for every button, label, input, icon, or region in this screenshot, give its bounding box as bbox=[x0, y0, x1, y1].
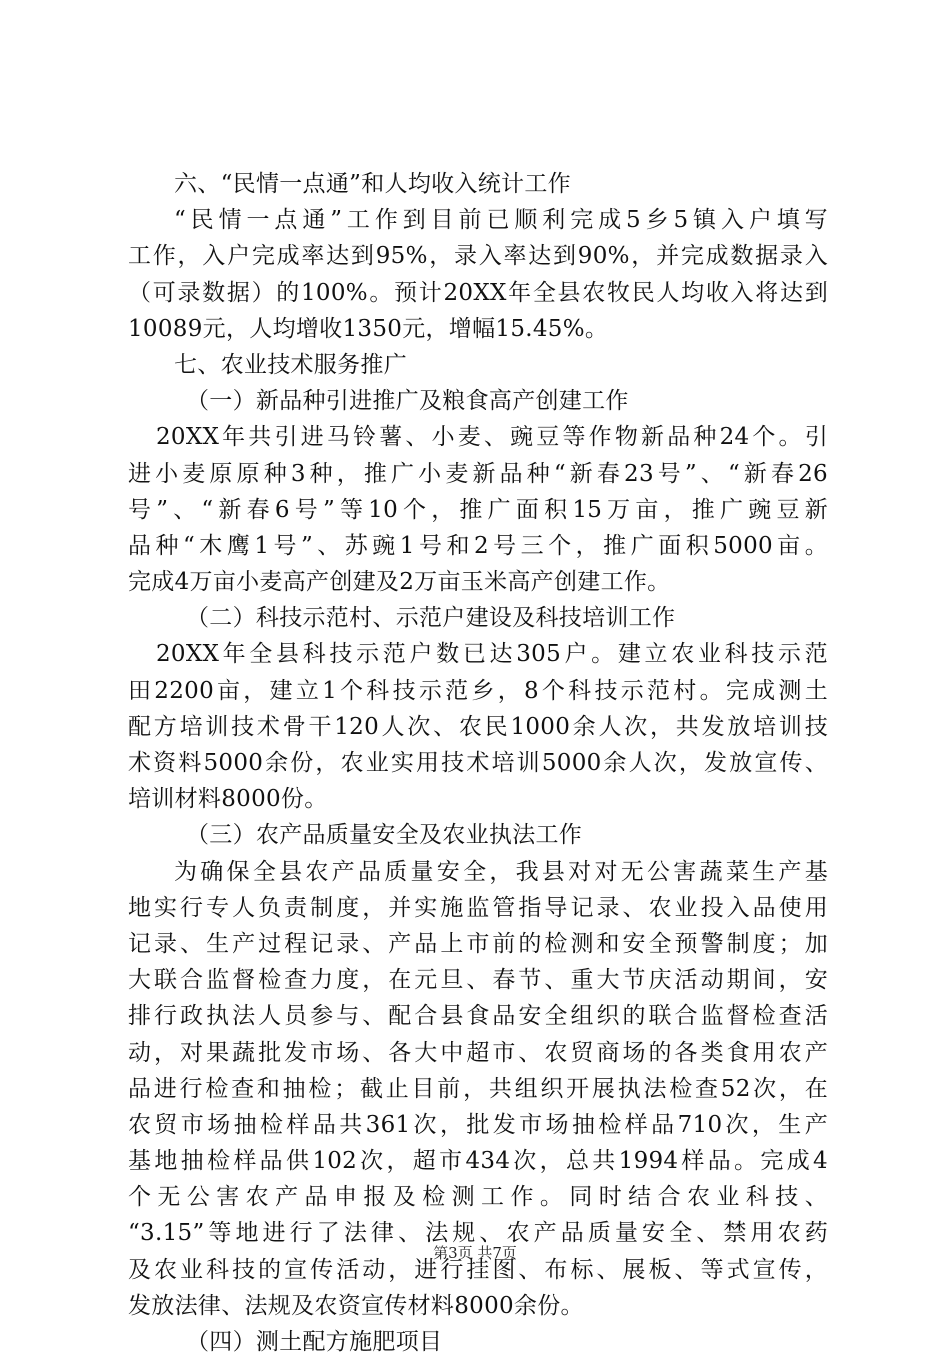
paragraph-line: “3.15”等地进行了法律、法规、农产品质量安全、禁用农药 bbox=[128, 1220, 828, 1247]
paragraph-line: 工作，入户完成率达到95%，录入率达到90%，并完成数据录入 bbox=[128, 243, 828, 270]
subsection-heading-4: （四）测土配方施肥项目 bbox=[186, 1329, 443, 1355]
paragraph-line: 完成4万亩小麦高产创建及2万亩玉米高产创建工作。 bbox=[128, 569, 671, 596]
paragraph-line: 术资料5000余份，农业实用技术培训5000余人次，发放宣传、 bbox=[128, 750, 828, 776]
paragraph-line: 基地抽检样品供102次，超市434次，总共1994样品。完成4 bbox=[128, 1148, 828, 1175]
paragraph-line: 品种“木鹰1号”、苏豌1号和2号三个，推广面积5000亩。 bbox=[128, 532, 828, 559]
paragraph-line: 配方培训技术骨干120人次、农民1000余人次，共发放培训技 bbox=[128, 713, 828, 740]
paragraph-line: 号”、“新春6号”等10个，推广面积15万亩，推广豌豆新 bbox=[128, 496, 828, 523]
paragraph-line: 排行政执法人员参与、配合县食品安全组织的联合监督检查活 bbox=[128, 1003, 828, 1030]
page-footer: 第3页 共7页 bbox=[433, 1244, 517, 1262]
subsection-heading-2: （二）科技示范村、示范户建设及科技培训工作 bbox=[186, 605, 676, 632]
paragraph-line: 大联合监督检查力度，在元旦、春节、重大节庆活动期间，安 bbox=[128, 967, 828, 994]
paragraph-line: 发放法律、法规及农资宣传材料8000余份。 bbox=[128, 1292, 584, 1319]
paragraph-line: 动，对果蔬批发市场、各大中超市、农贸商场的各类食用农产 bbox=[128, 1039, 828, 1066]
paragraph-line: 为确保全县农产品质量安全，我县对对无公害蔬菜生产基 bbox=[174, 858, 828, 885]
document-body bbox=[128, 166, 828, 1360]
paragraph-line: 地实行专人负责制度，并实施监管指导记录、农业投入品使用 bbox=[128, 894, 828, 921]
paragraph-line: 田2200亩，建立1个科技示范乡，8个科技示范村。完成测土 bbox=[128, 677, 828, 704]
paragraph-line: （可录数据）的100%。预计20XX年全县农牧民人均收入将达到 bbox=[128, 279, 828, 306]
section-heading-6: 六、“民情一点通”和人均收入统计工作 bbox=[174, 171, 571, 197]
paragraph-line: 个无公害农产品申报及检测工作。同时结合农业科技、 bbox=[128, 1184, 828, 1211]
subsection-heading-1: （一）新品种引进推广及粮食高产创建工作 bbox=[186, 388, 629, 415]
paragraph-line: 农贸市场抽检样品共361次，批发市场抽检样品710次，生产 bbox=[128, 1111, 828, 1138]
paragraph-line: 品进行检查和抽检；截止目前，共组织开展执法检查52次，在 bbox=[128, 1075, 828, 1102]
subsection-heading-3: （三）农产品质量安全及农业执法工作 bbox=[186, 822, 583, 849]
paragraph-line: 20XX年全县科技示范户数已达305户。建立农业科技示范 bbox=[156, 641, 828, 668]
section-heading-7: 七、农业技术服务推广 bbox=[174, 351, 407, 378]
paragraph-line: 培训材料8000份。 bbox=[128, 786, 328, 813]
paragraph-line: 进小麦原原种3种，推广小麦新品种“新春23号”、“新春26 bbox=[128, 460, 828, 487]
paragraph-line: 20XX年共引进马铃薯、小麦、豌豆等作物新品种24个。引 bbox=[156, 424, 828, 451]
paragraph-line: 记录、生产过程记录、产品上市前的检测和安全预警制度；加 bbox=[128, 930, 828, 957]
paragraph-line: 10089元，人均增收1350元，增幅15.45%。 bbox=[128, 315, 609, 342]
paragraph-line: 及农业科技的宣传活动，进行挂图、布标、展板、等式宣传， bbox=[128, 1256, 828, 1283]
paragraph-line: “民情一点通”工作到目前已顺利完成5乡5镇入户填写 bbox=[174, 207, 828, 234]
